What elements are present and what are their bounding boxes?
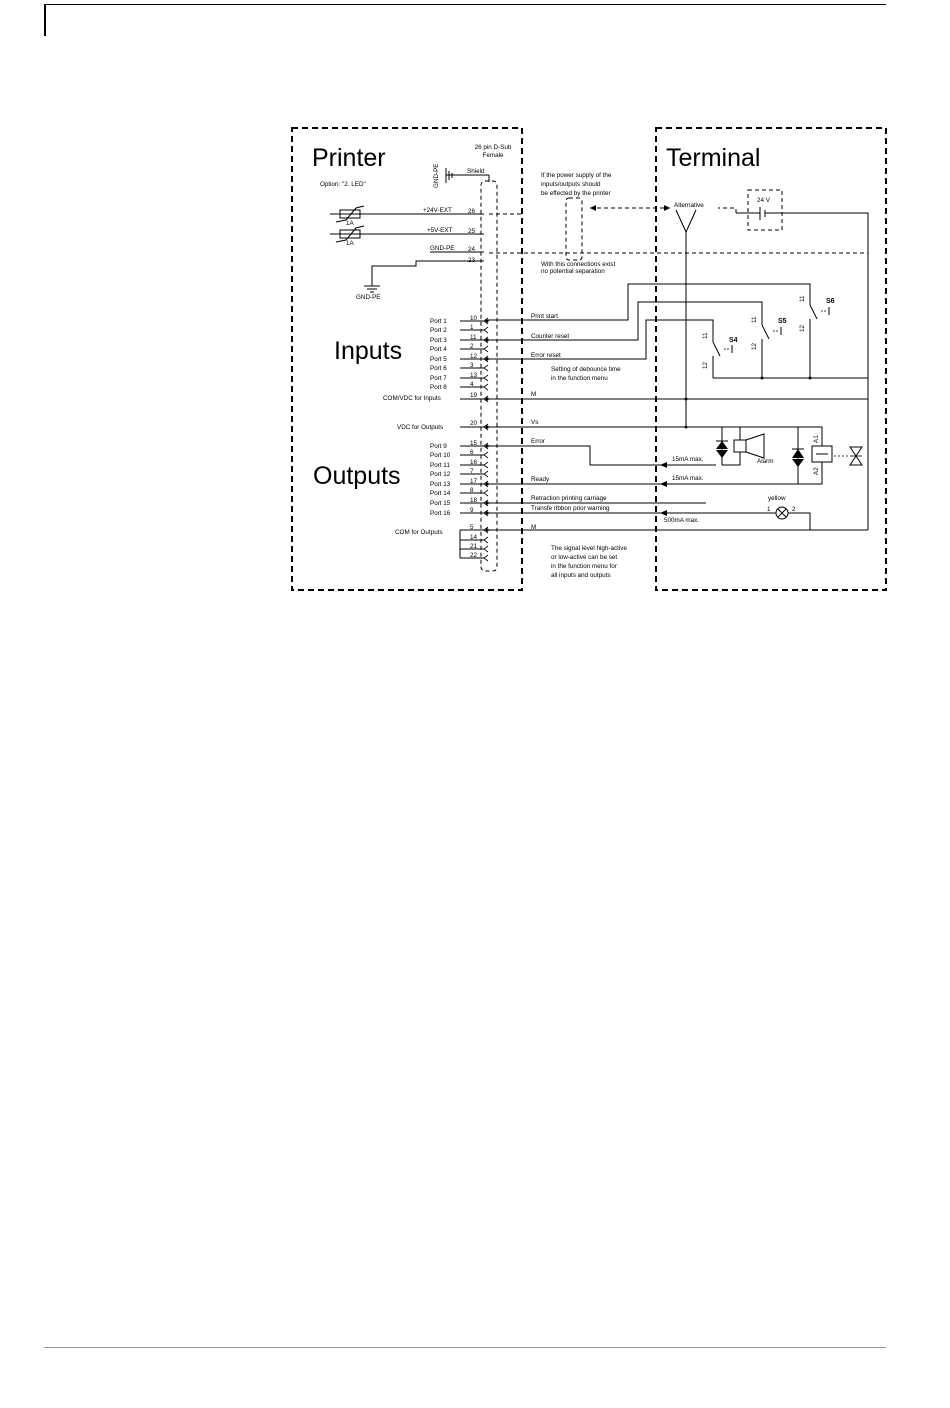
- relay-circuit: [790, 427, 862, 484]
- output-pin-number: 7: [470, 468, 474, 475]
- fuse-5v: [330, 226, 484, 247]
- terminal-title: Terminal: [666, 144, 761, 172]
- error-label: Error: [531, 438, 545, 445]
- separation-note-1: With this connections exist: [541, 261, 616, 268]
- input-pin-number: 10: [470, 315, 478, 322]
- switch-s4: [702, 332, 738, 378]
- power-note-1: If the power supply of the: [541, 172, 612, 179]
- shield-label: Shield: [467, 168, 485, 175]
- output-port-label: Port 14: [430, 490, 451, 497]
- svg-text:11: 11: [799, 295, 806, 302]
- svg-text:S6: S6: [826, 298, 835, 305]
- current-ready: 15mA max.: [672, 475, 704, 482]
- com-outputs-pin: 22: [470, 552, 478, 559]
- supply-24v-label: 24 V: [757, 197, 770, 204]
- svg-text:1: 1: [767, 506, 771, 513]
- current-500: 500mA max.: [664, 517, 699, 524]
- pin-23: 23: [468, 257, 476, 264]
- pin-24: 24: [468, 246, 476, 253]
- supply-label-gndpe: GND-PE: [430, 245, 455, 252]
- vdc-outputs-pin: 20: [470, 420, 478, 427]
- printer-title: Printer: [312, 144, 386, 172]
- input-port-label: Port 4: [430, 346, 447, 353]
- output-port-label: Port 13: [430, 481, 451, 488]
- output-pin-number: 16: [470, 459, 478, 466]
- counter-reset-wire: [487, 302, 762, 340]
- vdc-outputs-label: VDC for Outputs: [397, 424, 444, 431]
- inputs-title: Inputs: [334, 337, 403, 365]
- debounce-note-2: in the function menu: [551, 375, 608, 382]
- outputs-title: Outputs: [313, 462, 401, 490]
- m-inputs-label: M: [531, 391, 537, 398]
- input-port-label: Port 1: [430, 318, 447, 325]
- ready-label: Ready: [531, 476, 550, 483]
- power-note-2: inputs/outputs should: [541, 181, 601, 188]
- m-outputs-label: M: [531, 524, 537, 531]
- input-pin-number: 13: [470, 372, 478, 379]
- debounce-note-1: Setting of debounce time: [551, 366, 621, 373]
- error-reset-label: Error reset: [531, 352, 561, 359]
- svg-text:12: 12: [751, 342, 758, 350]
- svg-text:S4: S4: [729, 337, 738, 344]
- output-pin-number: 9: [470, 507, 474, 514]
- output-port-label: Port 11: [430, 462, 450, 469]
- gnd-pe-symbol-label: GND-PE: [356, 294, 381, 301]
- input-pin-number: 1: [470, 324, 474, 331]
- retraction-label: Retraction printing carriage: [531, 495, 607, 502]
- com-inputs-label: COM/VDC for Inputs: [383, 395, 441, 402]
- svg-text:Alarm: Alarm: [757, 458, 774, 465]
- input-port-label: Port 7: [430, 375, 447, 382]
- output-pin-number: 6: [470, 449, 474, 456]
- alternative-label: Alternative: [674, 202, 704, 209]
- svg-text:2: 2: [792, 506, 796, 513]
- input-port-label: Port 6: [430, 365, 447, 372]
- svg-text:11: 11: [751, 316, 758, 323]
- input-port-label: Port 3: [430, 337, 447, 344]
- output-pin-number: 8: [470, 487, 474, 494]
- print-start-label: Print start: [531, 313, 558, 320]
- input-pin-number: 2: [470, 343, 474, 350]
- input-port-label: Port 2: [430, 327, 447, 334]
- output-pin-number: 18: [470, 497, 478, 504]
- connector-label-1: 26 pin D-Sub: [474, 144, 512, 151]
- connector-label-2: Female: [482, 152, 504, 159]
- output-port-label: Port 12: [430, 471, 451, 478]
- svg-text:12: 12: [702, 361, 709, 369]
- switch-s6: [799, 295, 835, 378]
- input-pin-number: 3: [470, 362, 474, 369]
- svg-text:A1: A1: [813, 435, 820, 443]
- gnd-pe-vertical: GND-PE: [433, 163, 440, 188]
- com-outputs-label: COM for Outputs: [395, 529, 443, 536]
- signal-note-1: The signal level high-active: [551, 545, 627, 552]
- com-outputs-pin: 21: [470, 543, 478, 550]
- transfer-label: Transfe ribbon prior warning: [531, 505, 610, 512]
- input-pin-number: 12: [470, 353, 478, 360]
- output-pin-number: 15: [470, 440, 478, 447]
- com-inputs-pin: 19: [470, 392, 478, 399]
- switch-s5: [751, 316, 787, 378]
- com-outputs-pin: 5: [470, 524, 474, 531]
- svg-text:S5: S5: [778, 318, 787, 325]
- output-port-label: Port 15: [430, 500, 451, 507]
- signal-note-2: or low-active can be set: [551, 554, 618, 561]
- input-port-label: Port 8: [430, 384, 447, 391]
- com-outputs-pin: 14: [470, 534, 478, 541]
- output-pin-number: 17: [470, 478, 478, 485]
- output-port-label: Port 9: [430, 443, 447, 450]
- svg-text:A2: A2: [813, 467, 820, 475]
- svg-text:yellow: yellow: [768, 495, 786, 502]
- svg-text:1A: 1A: [346, 220, 354, 227]
- counter-reset-label: Counter reset: [531, 333, 570, 340]
- vs-label: Vs: [531, 419, 539, 426]
- supply-24v-rail: [765, 213, 868, 530]
- power-note-3: be effected by the printer: [541, 190, 611, 197]
- svg-text:11: 11: [702, 332, 709, 339]
- alarm-circuit: [716, 427, 773, 465]
- current-error: 15mA max.: [672, 456, 704, 463]
- supply-label-5v: +5V-EXT: [427, 227, 453, 234]
- output-port-label: Port 16: [430, 510, 451, 517]
- supply-label-24v: +24V-EXT: [423, 207, 452, 214]
- jumper-block: [566, 198, 582, 260]
- input-pin-number: 11: [470, 334, 477, 341]
- signal-note-3: in the function menu for: [551, 563, 617, 570]
- signal-note-4: all inputs and outputs: [551, 572, 611, 579]
- fuse-24v: [330, 206, 484, 227]
- separation-note-2: no potential separation: [541, 268, 605, 275]
- input-port-label: Port 5: [430, 356, 447, 363]
- pin-25: 25: [468, 228, 476, 235]
- svg-text:12: 12: [799, 324, 806, 332]
- input-pin-number: 4: [470, 381, 474, 388]
- option-label: Option: "2. LED": [320, 181, 366, 188]
- svg-text:1A: 1A: [346, 240, 354, 247]
- pin-26: 26: [468, 208, 476, 215]
- output-port-label: Port 10: [430, 452, 451, 459]
